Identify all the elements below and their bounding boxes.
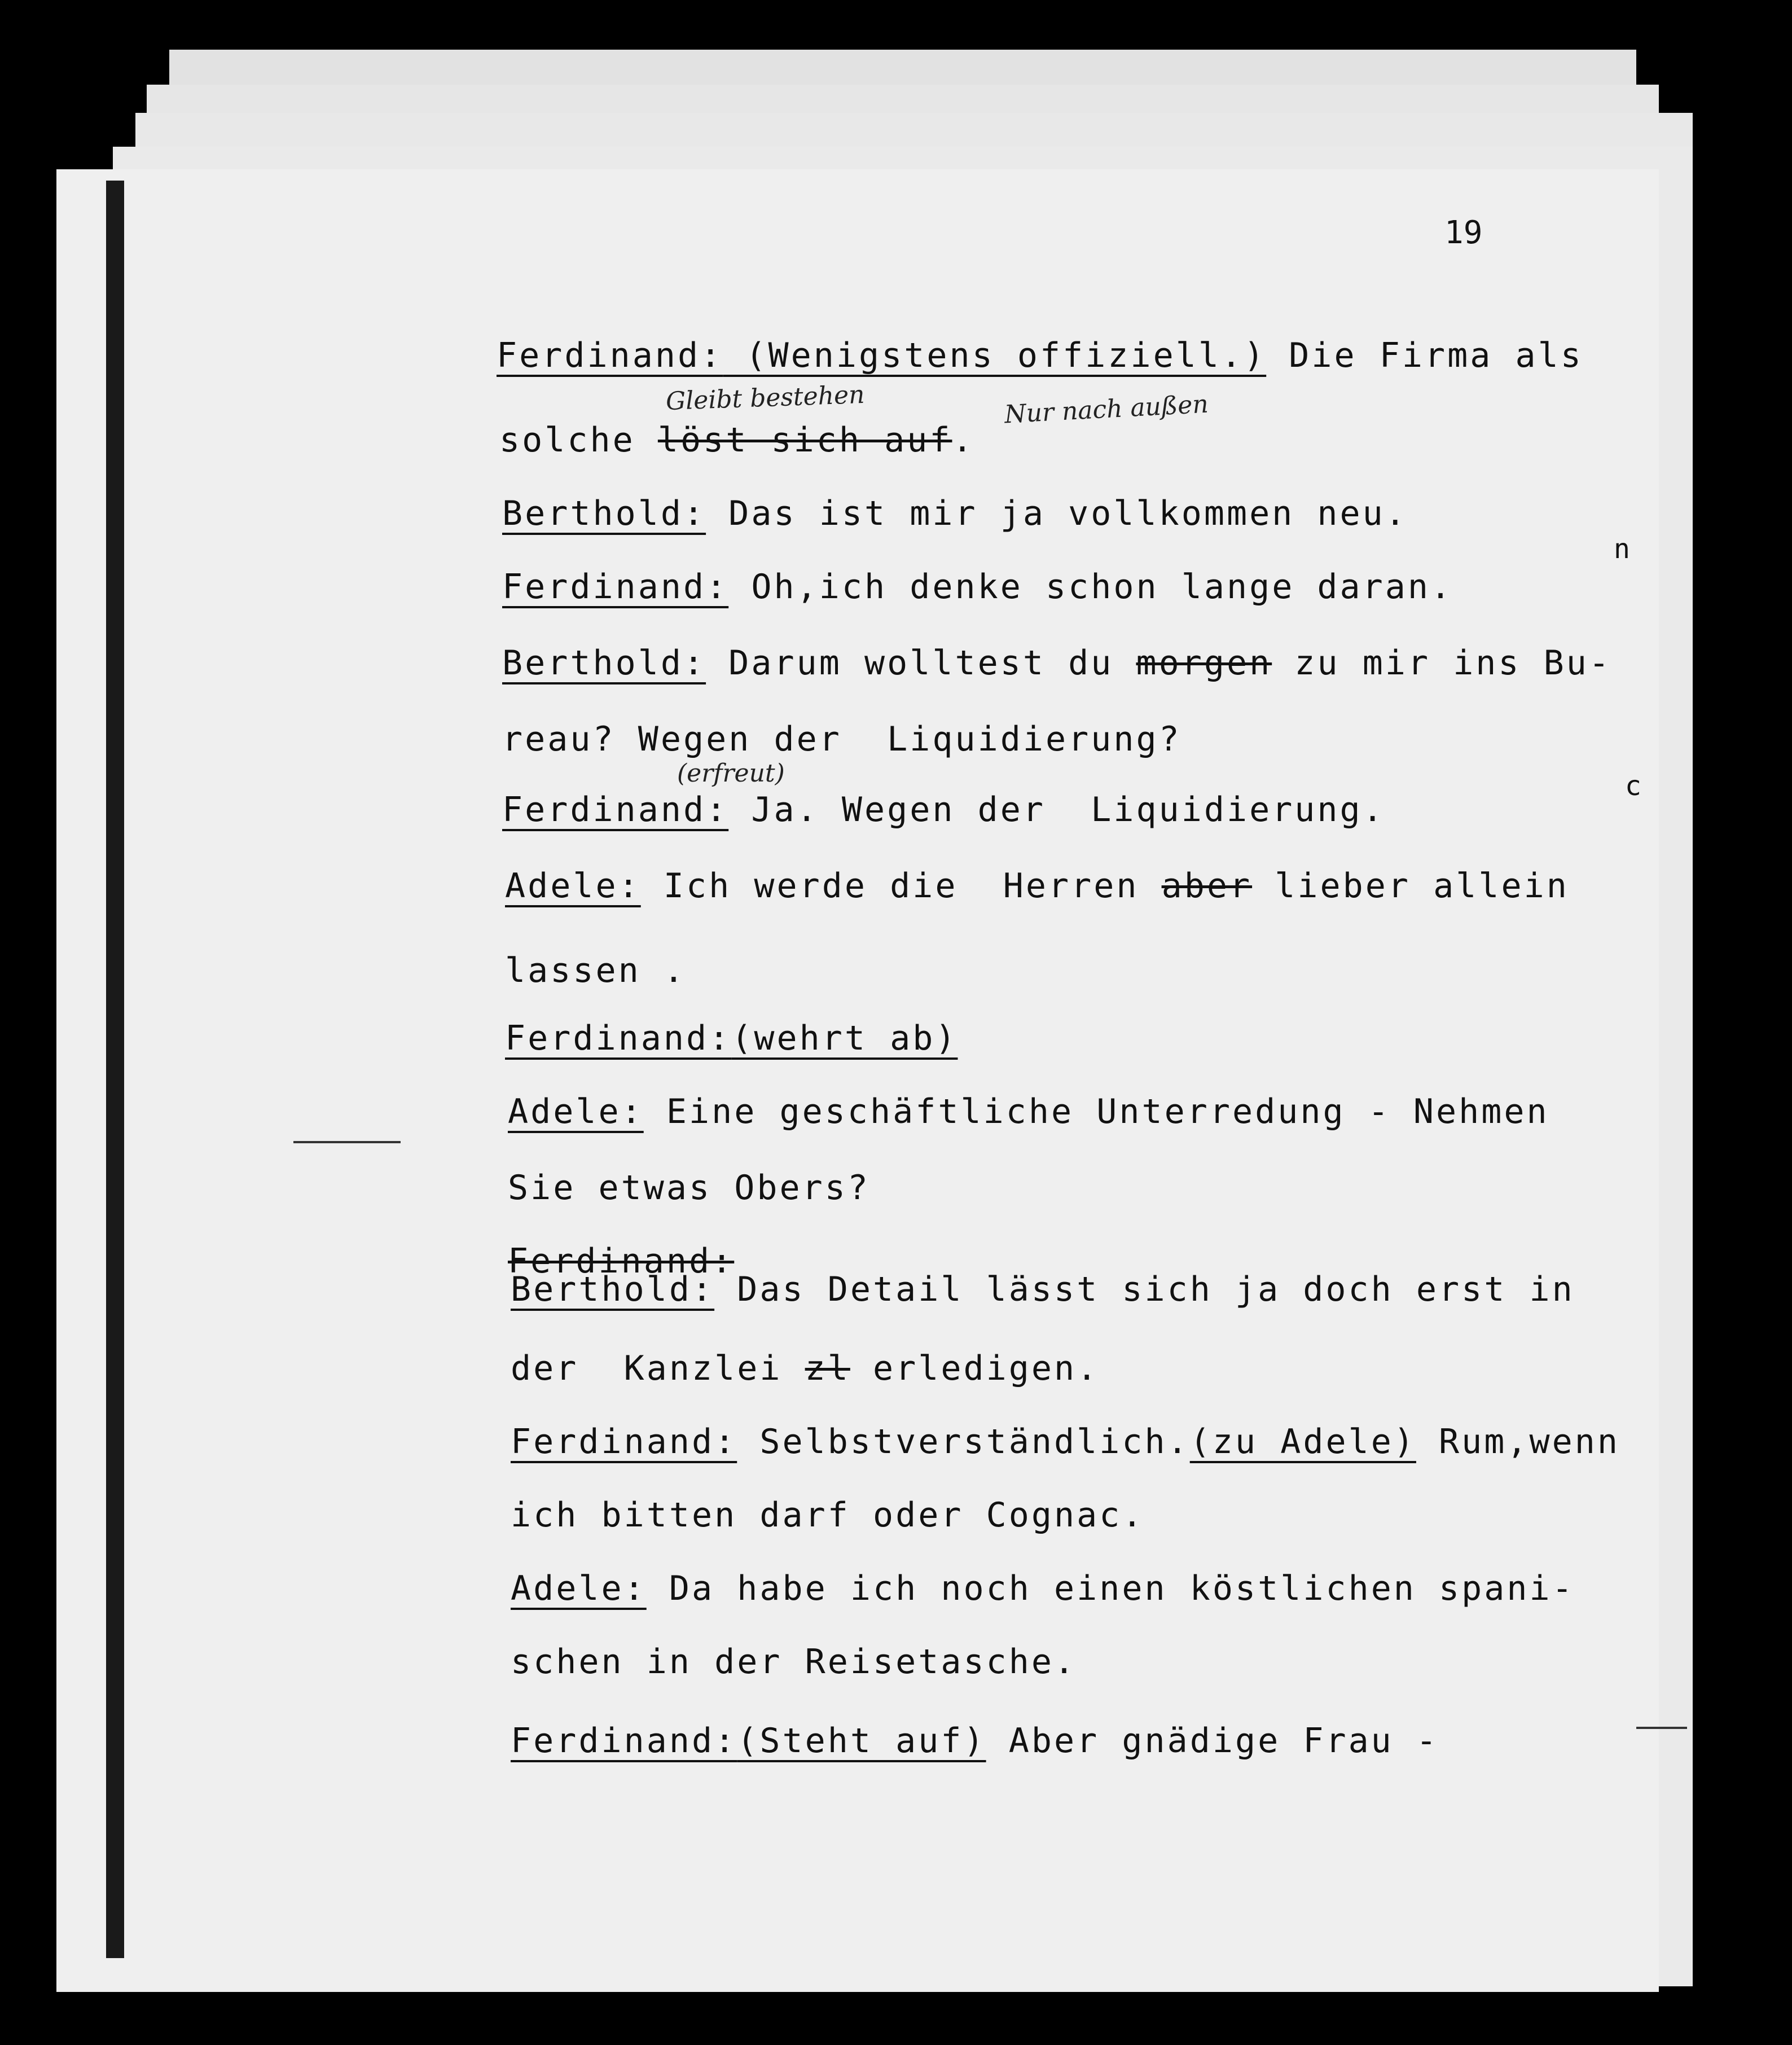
line-text: Sie etwas Obers? (508, 1168, 870, 1208)
dialogue-line (511, 1495, 1145, 1535)
struck-text: Ferdinand: (508, 1241, 735, 1281)
line-text: Ich werde die Herren (640, 866, 1162, 906)
dialogue-line (505, 951, 686, 990)
line-text: erledigen. (850, 1349, 1100, 1388)
dialogue-line (511, 1349, 1100, 1388)
dialogue-line (502, 643, 1612, 683)
speaker-name: Ferdinand: (511, 1422, 737, 1462)
speaker-name: Adele: (511, 1569, 647, 1608)
line-text: der Kanzlei (511, 1349, 805, 1388)
line-text: ich bitten darf oder Cognac. (511, 1495, 1145, 1535)
margin-dash (293, 1141, 401, 1143)
line-text: Da habe ich noch einen köstlichen spani- (646, 1569, 1575, 1608)
dialogue-line (502, 790, 1385, 830)
dialogue-line (499, 420, 975, 460)
stage-direction: (Steht auf) (737, 1721, 986, 1761)
dialogue-line (505, 1019, 958, 1058)
dialogue-line (511, 1569, 1575, 1608)
dialogue-line (508, 1168, 870, 1208)
struck-text: aber (1161, 866, 1253, 906)
dialogue-line (511, 1422, 1620, 1462)
line-text: Das Detail lässt sich ja doch erst in (714, 1270, 1575, 1309)
struck-text: zl (805, 1349, 850, 1388)
speaker-name: Ferdinand: (502, 790, 729, 830)
speaker-name: Ferdinand: (502, 567, 729, 607)
margin-mark-n: n (1614, 533, 1630, 565)
dialogue-line (502, 494, 1408, 533)
line-text: Aber gnädige Frau - (986, 1721, 1439, 1761)
line-text: schen in der Reisetasche. (511, 1642, 1077, 1682)
stage-direction: (wehrt ab) (731, 1019, 958, 1058)
speaker-name: Adele: (508, 1092, 644, 1131)
dialogue-line (511, 1642, 1077, 1682)
line-text: lieber allein (1252, 866, 1569, 906)
margin-mark-c: c (1625, 770, 1641, 802)
line-text: Ja. Wegen der Liquidierung. (728, 790, 1385, 830)
line-text: Die Firma als (1266, 336, 1583, 375)
stage-direction: (zu Adele) (1189, 1422, 1416, 1462)
line-text: Eine geschäftliche Unterredung - Nehmen (643, 1092, 1549, 1131)
line-text: solche (499, 420, 658, 460)
page-number: 19 (1444, 214, 1483, 251)
line-text: lassen . (505, 951, 686, 990)
dialogue-line (505, 866, 1569, 906)
speaker-name: Adele: (505, 866, 641, 906)
handwritten-note-above: Gleibt bestehen (665, 380, 866, 416)
handwritten-note-erfreut: (erfreut) (677, 759, 785, 788)
line-text: Das ist mir ja vollkommen neu. (706, 494, 1408, 533)
margin-dash-right (1636, 1727, 1687, 1729)
line-text: Rum,wenn (1416, 1422, 1620, 1462)
speaker-name: Ferdinand: (511, 1721, 737, 1761)
struck-text: morgen (1136, 643, 1272, 683)
line-text: Darum wolltest du (706, 643, 1136, 683)
line-text: zu mir ins Bu- (1272, 643, 1612, 683)
dialogue-line (502, 567, 1453, 607)
speaker-name: Berthold: (502, 494, 706, 533)
speaker-name: Ferdinand: (505, 1019, 732, 1058)
dialogue-line (511, 1721, 1439, 1761)
speaker-name: Ferdinand: (497, 336, 723, 375)
dialogue-line (502, 719, 1182, 759)
line-text: reau? Wegen der Liquidierung? (502, 719, 1182, 759)
handwritten-note-right: Nur nach außen (1003, 389, 1209, 429)
struck-text: löst sich auf (657, 420, 952, 460)
speaker-name: Berthold: (502, 643, 706, 683)
dialogue-line (497, 336, 1583, 375)
dialogue-line (511, 1270, 1575, 1309)
speaker-name: Berthold: (511, 1270, 715, 1309)
line-text: . (952, 420, 975, 460)
line-text: Selbstverständlich. (737, 1422, 1190, 1462)
stage-direction: (Wenigstens offiziell.) (723, 336, 1267, 375)
line-text: Oh,ich denke schon lange daran. (728, 567, 1453, 607)
dialogue-line (508, 1092, 1549, 1131)
